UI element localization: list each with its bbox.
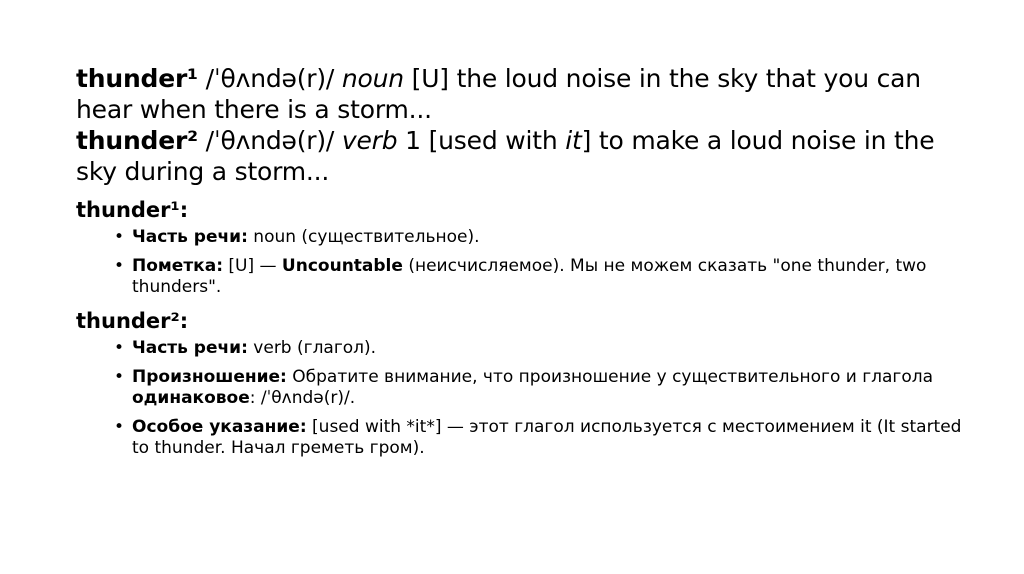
entry-part-of-speech: verb — [341, 126, 398, 155]
bullet-item — [114, 338, 976, 359]
bullet-label: Часть речи: — [132, 338, 248, 358]
bullet-label: Произношение: — [132, 367, 287, 387]
bullet-item — [114, 256, 976, 298]
entry-part-of-speech: noun — [341, 64, 404, 93]
entry-definition: [U] the loud noise in the sky that you can hear when there is a storm... — [76, 64, 921, 124]
bullet-label: Особое указание: — [132, 417, 307, 437]
bullet-item — [114, 417, 976, 459]
entry-definition-italic: it — [565, 126, 582, 155]
bullet-text: noun (существительное). — [253, 227, 480, 247]
bullet-bold-text: одинаковое — [132, 388, 250, 408]
bullet-text: [U] — — [228, 256, 282, 276]
section-heading-verb: thunder²: — [76, 309, 189, 333]
slide-content — [76, 63, 976, 467]
entry-word: thunder² — [76, 126, 198, 155]
bullet-text: [used with *it*] — этот глагол используется с местоимением it (It started to thunder. Начал греметь гром). — [132, 417, 962, 458]
bullet-item — [114, 367, 976, 409]
bullet-label: Пометка: — [132, 256, 223, 276]
bullet-label: Часть речи: — [132, 227, 248, 247]
dictionary-entry-verb — [76, 125, 976, 187]
bullet-list-verb — [76, 338, 976, 459]
entry-word: thunder¹ — [76, 64, 198, 93]
bullet-list-noun — [76, 227, 976, 298]
bullet-text: (неисчисляемое). Мы не можем сказать "one thunder, two thunders". — [132, 256, 927, 297]
bullet-text: verb (глагол). — [253, 338, 377, 358]
entry-pronunciation: /ˈθʌndə(r)/ — [205, 126, 335, 155]
bullet-text: Обратите внимание, что произношение у существительного и глагола — [292, 367, 934, 387]
entry-definition-part: 1 [used with — [405, 126, 566, 155]
entry-definition-part: ] to make a loud noise in the sky during a storm... — [76, 126, 935, 186]
entry-pronunciation: /ˈθʌndə(r)/ — [205, 64, 335, 93]
dictionary-entry-noun — [76, 63, 976, 125]
bullet-bold-text: Uncountable — [281, 256, 403, 276]
bullet-text: : /ˈθʌndə(r)/. — [249, 388, 356, 408]
section-heading-noun: thunder¹: — [76, 198, 189, 222]
bullet-item — [114, 227, 976, 248]
